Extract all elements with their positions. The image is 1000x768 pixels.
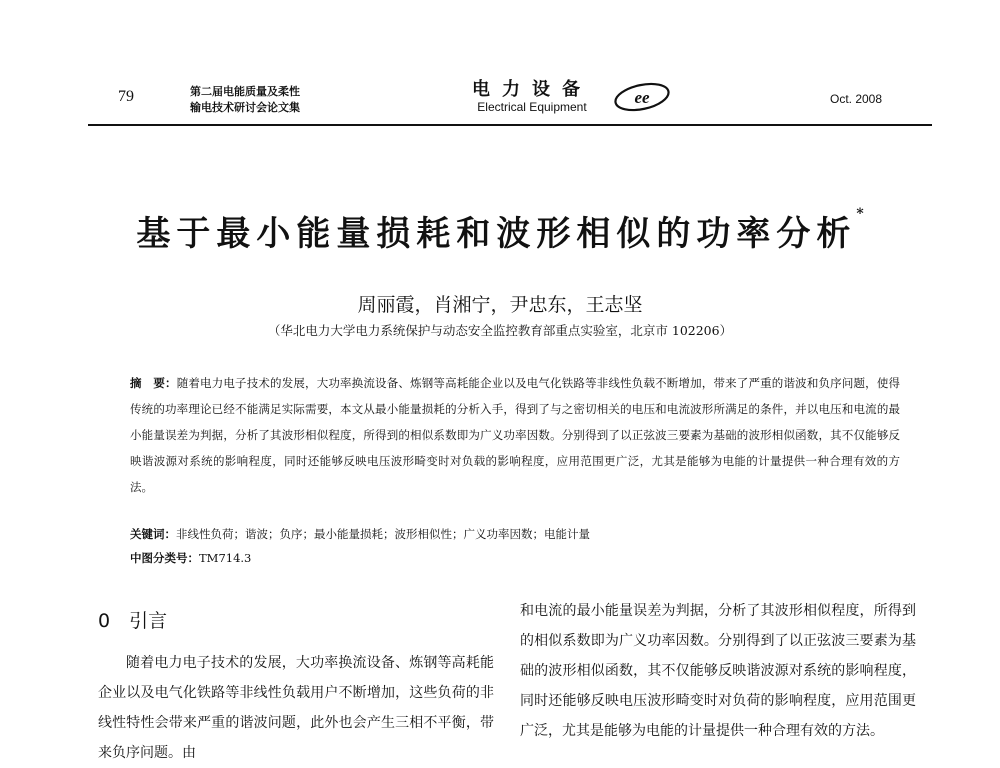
page-number: 79 [118, 88, 134, 105]
journal-name-cn: 电力设备 [472, 79, 592, 100]
body-column-right: 和电流的最小能量误差为判据，分析了其波形相似程度，所得到的相似系数即为广义功率因数。分别得到了以正弦波三要素为基础的波形相似函数，其不仅能够反映谐波源对系统的影响程度，同时还能够反映电压波形畸变时对负荷的影响程度，应用范围更广泛，尤其是能够为电能的计量提供一种合理有效的方法。 [520, 603, 916, 739]
logo-text: ee [634, 88, 650, 107]
conference-line-1: 第二届电能质量及柔性 [190, 85, 300, 98]
paper-authors: 周丽霞，肖湘宁，尹忠东，王志坚 [357, 294, 643, 316]
author-affiliation: （华北电力大学电力系统保护与动态安全监控教育部重点实验室，北京市 102206） [267, 323, 733, 338]
conference-name [190, 84, 300, 116]
issue-date: Oct. 2008 [830, 92, 883, 106]
page-header [0, 0, 1000, 130]
keywords [130, 522, 900, 546]
abstract-label: 摘 要： [130, 376, 177, 390]
body-column-left: 随着电力电子技术的发展，大功率换流设备、炼钢等高耗能企业以及电气化铁路等非线性负载用户不断增加，这些负荷的非线性特性会带来严重的谐波问题，此外也会产生三相不平衡，带来负序问题。由 [98, 655, 494, 761]
header-rule [88, 124, 932, 126]
paper-title [100, 206, 900, 255]
abstract-text: 随着电力电子技术的发展，大功率换流设备、炼钢等高耗能企业以及电气化铁路等非线性负载不断增加，带来了严重的谐波和负序问题，使得传统的功率理论已经不能满足实际需要，本文从最小能量损耗的分析入手，得到了与之密切相关的电压和电流波形所满足的条件，并以电压和电流的最小能量误差为判据，分析了其波形相似程度，所得到的相似系数即为广义功率因数。分别得到了以正弦波三要素为基础的波形相似函数，其不仅能够反映谐波源对系统的影响程度，同时还能够反映电压波形畸变时对负载的影响程度，应用范围更广泛，尤其是能够为电能的计量提供一种合理有效的方法。 [130, 376, 901, 494]
paper-title-text: 基于最小能量损耗和波形相似的功率分析 [136, 214, 857, 254]
conference-line-2: 输电技术研讨会论文集 [190, 101, 300, 114]
classification-code: TM714.3 [199, 551, 252, 565]
title-footnote-mark: * [856, 206, 864, 222]
keywords-label: 关键词： [130, 527, 176, 541]
keywords-text: 非线性负荷；谐波；负序；最小能量损耗；波形相似性；广义功率因数；电能计量 [176, 527, 590, 541]
journal-name-en: Electrical Equipment [477, 100, 587, 114]
classification [130, 546, 900, 570]
journal-name [462, 80, 602, 114]
classification-label: 中图分类号： [130, 551, 199, 565]
abstract [130, 370, 900, 500]
section-heading: 0 引言 [98, 610, 168, 632]
journal-logo-icon [612, 82, 672, 116]
